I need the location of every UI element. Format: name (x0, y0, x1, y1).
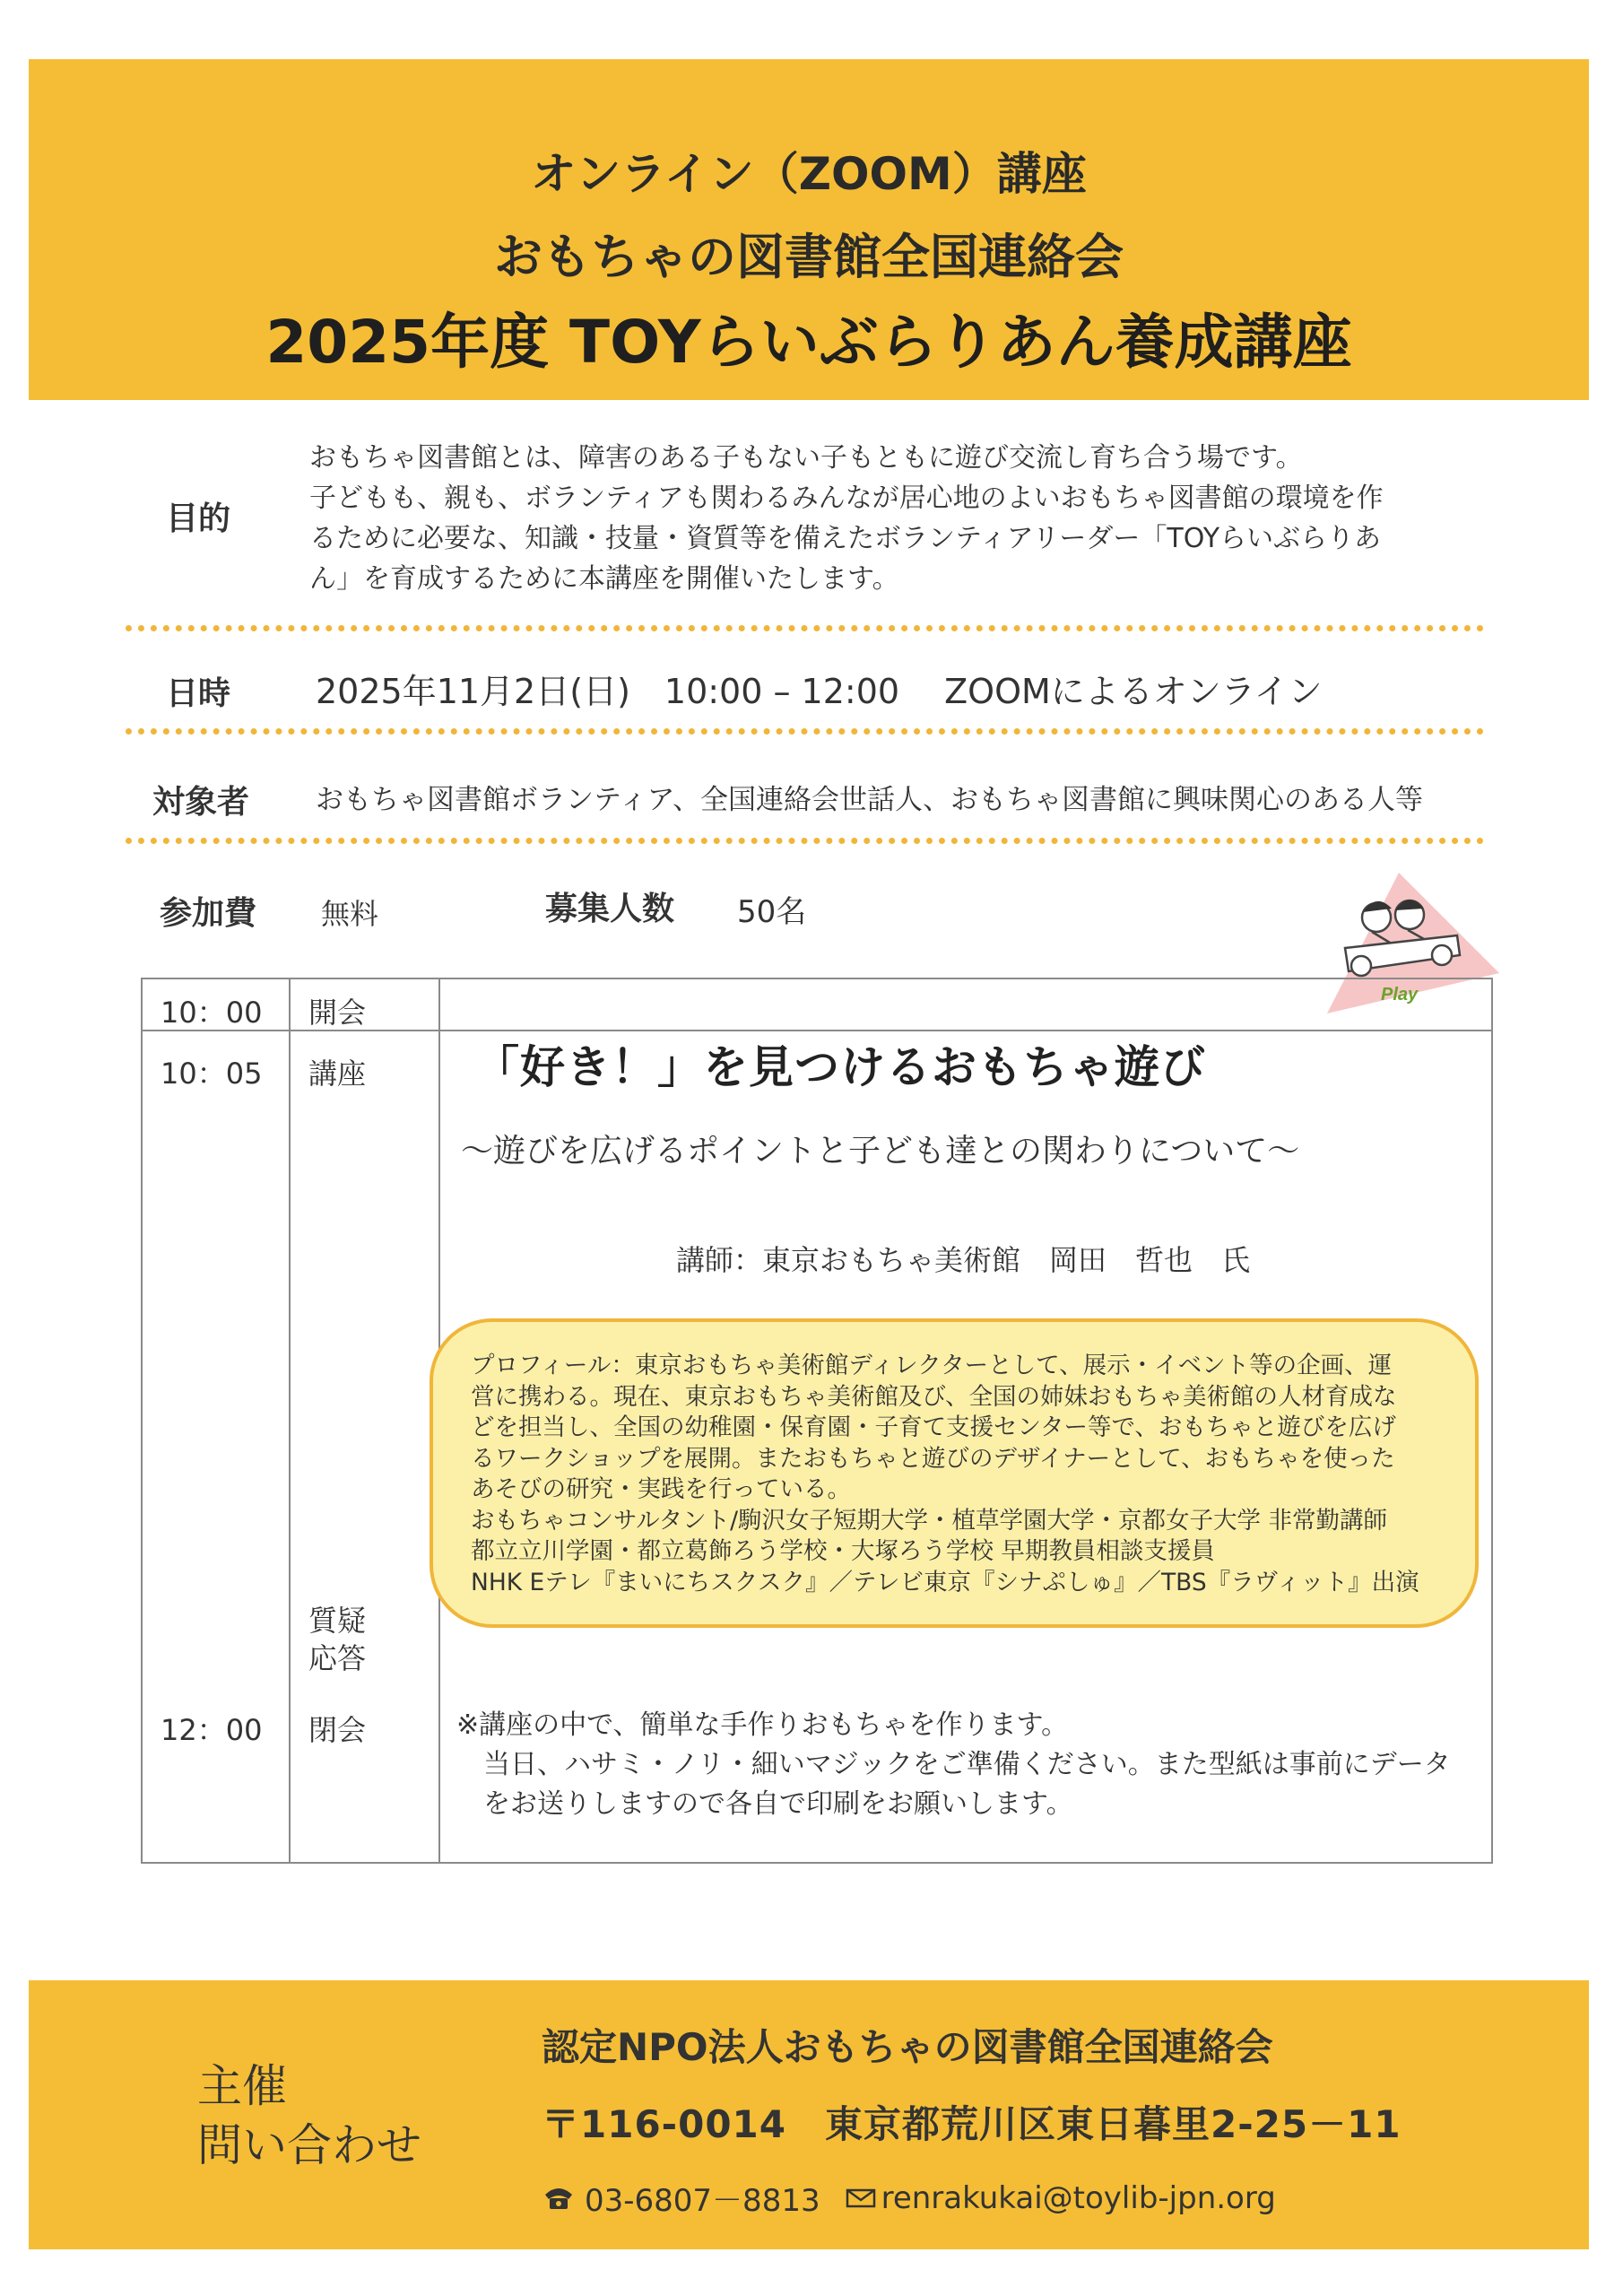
note-line: をお送りしますので各自で印刷をお願いします。 (456, 1788, 1073, 1820)
schedule-item-qa-line2: 応答 (308, 1641, 367, 1675)
schedule-time: 12：00 (161, 1713, 263, 1747)
schedule-item-qa-line1: 質疑 (308, 1604, 367, 1638)
organizer-name: おもちゃの図書館全国連絡会 (494, 229, 1124, 285)
column-divider (289, 979, 291, 1862)
instructor-profile-box (430, 1318, 1479, 1628)
course-title: 2025年度 TOYらいぶらりあん養成講座 (265, 308, 1352, 377)
purpose-text (309, 438, 1493, 599)
toy-wheel (1432, 945, 1452, 965)
fee-label: 参加費 (160, 895, 257, 932)
dotted-divider (126, 728, 1484, 735)
target-value: おもちゃ図書館ボランティア、全国連絡会世話人、おもちゃ図書館に興味関心のある人等 (316, 784, 1424, 816)
profile-line: るワークショップを展開。またおもちゃと遊びのデザイナーとして、おもちゃを使った (471, 1444, 1395, 1473)
play-label: Play (1381, 985, 1419, 1004)
inquiry-label: 問い合わせ (197, 2119, 421, 2171)
schedule-table (141, 978, 1493, 1864)
toy-wheel (1351, 956, 1371, 976)
profile-line: 都立立川学園・都立葛飾ろう学校・大塚ろう学校 早期教員相談支援員 (471, 1537, 1215, 1565)
host-label: 主催 (197, 2060, 287, 2112)
workshop-note (456, 1706, 1451, 1824)
schedule-item: 開会 (308, 996, 367, 1030)
lecture-instructor: 講師：東京おもちゃ美術館 岡田 哲也 氏 (676, 1243, 1251, 1277)
note-line: ※講座の中で、簡単な手作りおもちゃを作ります。 (456, 1709, 1069, 1741)
capacity-label: 募集人数 (545, 891, 675, 927)
datetime-value: 2025年11月2日(日) 10:00 – 12:00 ZOOMによるオンライン (316, 672, 1323, 711)
purpose-line: ん」を育成するために本講座を開催いたします。 (309, 563, 899, 595)
lecture-title: 「好き！」を見つけるおもちゃ遊び (474, 1041, 1206, 1093)
purpose-line: 子どもも、親も、ボランティアも関わるみんなが居心地のよいおもちゃ図書館の環境を作 (309, 483, 1384, 514)
profile-line: プロフィール：東京おもちゃ美術館ディレクターとして、展示・イベント等の企画、運 (471, 1352, 1393, 1379)
purpose-label: 目的 (166, 500, 231, 537)
profile-line: NHK Eテレ『まいにちスクスク』／テレビ東京『シナぷしゅ』／TBS『ラヴィット』出演 (471, 1568, 1419, 1596)
email-address[interactable]: renrakukai@toylib-jpn.org (881, 2179, 1276, 2216)
mail-icon (846, 2187, 876, 2209)
contact-info (542, 2176, 1276, 2220)
note-line: 当日、ハサミ・ノリ・細いマジックをご準備ください。また型紙は事前にデータ (456, 1749, 1451, 1780)
schedule-item: 閉会 (308, 1713, 367, 1747)
dotted-divider (126, 625, 1484, 631)
phone-number[interactable]: 03-6807－8813 (585, 2183, 820, 2219)
fee-value: 無料 (321, 897, 379, 931)
schedule-time: 10：05 (161, 1057, 263, 1091)
purpose-line: おもちゃ図書館とは、障害のある子もない子もともに遊び交流し育ち合う場です。 (309, 442, 1303, 474)
profile-line: おもちゃコンサルタント/駒沢女子短期大学・植草学園大学・京都女子大学 非常勤講師 (471, 1506, 1387, 1535)
purpose-line: るために必要な、知識・技量・資質等を備えたボランティアリーダー「TOYらいぶらりあ (309, 523, 1382, 554)
datetime-label: 日時 (166, 675, 231, 712)
dotted-divider (126, 838, 1484, 844)
host-organization: 認定NPO法人おもちゃの図書館全国連絡会 (542, 2025, 1273, 2069)
footer-banner (29, 1980, 1589, 2249)
course-format: オンライン（ZOOM）講座 (531, 148, 1087, 200)
lecture-subtitle: ～遊びを広げるポイントと子ども達との関わりについて～ (461, 1133, 1300, 1170)
profile-line: 営に携わる。現在、東京おもちゃ美術館及び、全国の姉妹おもちゃ美術館の人材育成な (471, 1382, 1397, 1411)
target-label: 対象者 (152, 784, 250, 821)
phone-icon (542, 2184, 576, 2213)
schedule-item: 講座 (308, 1057, 367, 1091)
capacity-value: 50名 (737, 894, 807, 930)
profile-line: どを担当し、全国の幼稚園・保育園・子育て支援センター等で、おもちゃと遊びを広げ (471, 1413, 1396, 1441)
host-address: 〒116-0014 東京都荒川区東日暮里2-25－11 (542, 2102, 1402, 2146)
profile-line: あそびの研究・実践を行っている。 (471, 1475, 851, 1503)
header-banner (29, 59, 1589, 400)
schedule-time: 10：00 (161, 996, 263, 1030)
